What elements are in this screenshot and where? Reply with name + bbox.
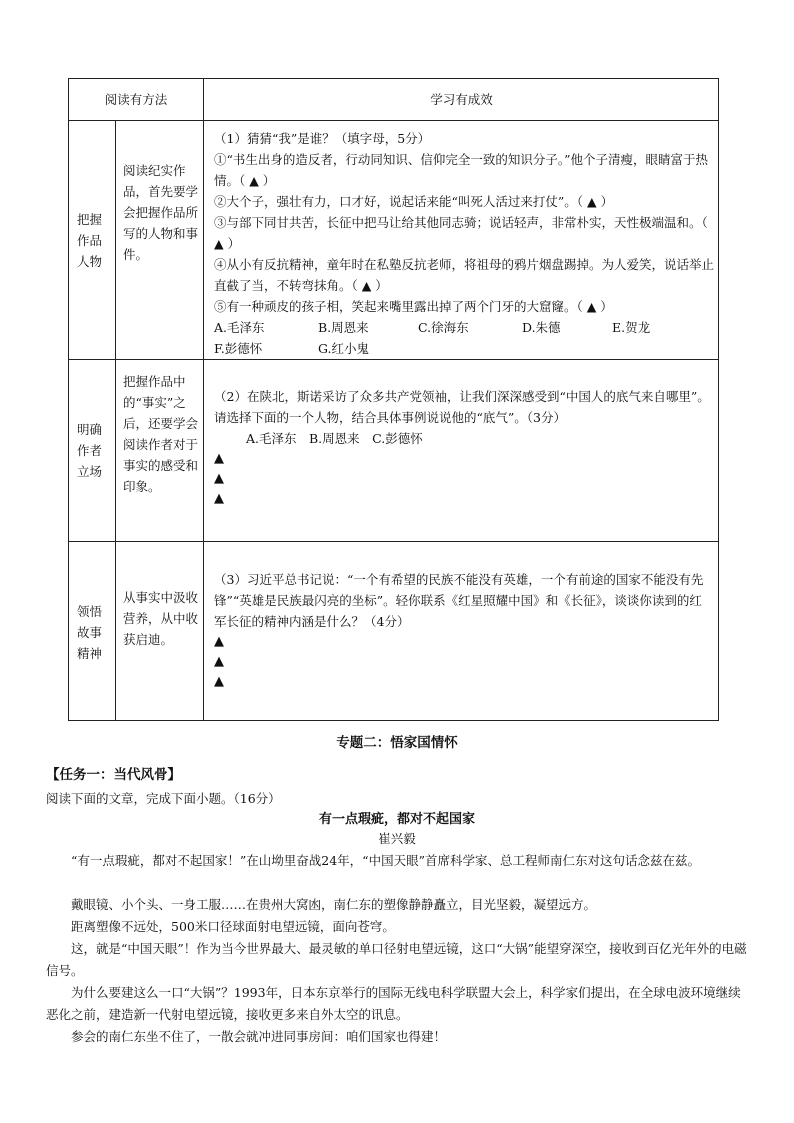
category-line: 作者 bbox=[77, 443, 103, 458]
article-title: 有一点瑕疵，都对不起国家 bbox=[318, 812, 475, 827]
instruction-text: 阅读下面的文章，完成下面小题。（16分） bbox=[46, 791, 281, 806]
article-paragraph: 距离塑像不远处，500米口径球面射电望远镜，面向苍穹。 bbox=[71, 919, 395, 934]
option: C.徐海东 bbox=[418, 320, 469, 335]
category-line: 立场 bbox=[77, 464, 103, 479]
category-line: 把握 bbox=[77, 212, 103, 227]
option: D.朱德 bbox=[522, 320, 561, 335]
category-line: 人物 bbox=[77, 254, 103, 269]
header-method: 阅读有方法 bbox=[104, 92, 168, 107]
article-paragraph: 为什么要建这么一口“大锅”？1993年，日本东京举行的国际无线电科学联盟大会上，科学家们提出，在全球电波环境继续恶化之前，建造新一代射电望远镜，接收更多来自外太空的讯息。 bbox=[46, 985, 741, 1022]
task-title: 【任务一：当代风骨】 bbox=[46, 767, 181, 783]
category-line: 作品 bbox=[77, 233, 103, 248]
question-item: ②大个子，强壮有力，口才好，说起话来能“叫死人活过来打仗”。（ ▲ ） bbox=[214, 194, 614, 209]
table-divider bbox=[69, 359, 718, 360]
row-method: 从事实中汲收营养，从中收获启迪。 bbox=[123, 590, 199, 647]
row-category bbox=[77, 601, 111, 664]
option: A.毛泽东 bbox=[214, 320, 265, 335]
section-title: 专题二：悟家国情怀 bbox=[336, 735, 458, 751]
table-divider bbox=[69, 120, 718, 121]
question-text: （3）习近平总书记说：“一个有希望的民族不能没有英雄，一个有前途的国家不能没有先锋”“英雄是民族最闪亮的坐标”。轻你联系《红星照耀中国》和《长征》，谈谈你读到的红军长征的精神内涵是什么？（4分） bbox=[214, 572, 704, 629]
row-category bbox=[77, 209, 111, 272]
question-text: （1）猜猜“我”是谁？（填字母，5分） bbox=[214, 131, 431, 146]
row-method: 阅读纪实作品，首先要学会把握作品所写的人物和事件。 bbox=[123, 163, 199, 262]
question-item: ④从小有反抗精神，童年时在私塾反抗老师，将祖母的鸦片烟盘踢掉。为人爱笑，说话举止直截了当，不转弯抹角。（ ▲ ） bbox=[214, 257, 715, 293]
reading-table bbox=[68, 78, 719, 721]
article-author: 崔兴毅 bbox=[378, 831, 416, 846]
question-text: （2）在陕北，斯诺采访了众多共产党领袖，让我们深深感受到“中国人的底气来自哪里”。请选择下面的一个人物，结合具体事例说说他的“底气”。（3分） bbox=[214, 389, 710, 425]
answer-options bbox=[214, 338, 714, 359]
option: F.彭德怀 bbox=[214, 341, 263, 356]
category-line: 故事 bbox=[77, 625, 103, 640]
answer-mark: ▲ bbox=[214, 634, 224, 649]
question-item: ①“书生出身的造反者，行动同知识、信仰完全一致的知识分子。”他个子清瘦，眼睛富于热情。（ ▲ ） bbox=[214, 152, 709, 188]
category-line: 精神 bbox=[77, 646, 103, 661]
answer-mark: ▲ bbox=[214, 654, 224, 669]
row-method: 把握作品中的“事实”之后，还要学会阅读作者对于事实的感受和印象。 bbox=[123, 374, 199, 494]
option: G.红小鬼 bbox=[318, 341, 370, 356]
answer-mark: ▲ bbox=[214, 674, 224, 689]
article-paragraph: 戴眼镜、小个头、一身工服……在贵州大窝凼，南仁东的塑像静静矗立，目光坚毅，凝望远方。 bbox=[71, 897, 597, 912]
answer-mark: ▲ bbox=[214, 491, 224, 506]
question-item: ③与部下同甘共苦，长征中把马让给其他同志骑；说话轻声，非常朴实，天性极端温和。（ ▲ ） bbox=[214, 215, 708, 251]
table-divider bbox=[203, 79, 204, 720]
answer-options bbox=[214, 317, 714, 338]
table-divider bbox=[115, 120, 116, 720]
question-item: ⑤有一种顽皮的孩子相，笑起来嘴里露出掉了两个门牙的大窟窿。（ ▲ ） bbox=[214, 299, 613, 314]
row-question-block bbox=[214, 386, 714, 509]
category-line: 明确 bbox=[77, 422, 103, 437]
article-paragraph: “有一点瑕疵，都对不起国家！”在山坳里奋战24年，“中国天眼”首席科学家、总工程师南仁东对这句话念兹在兹。 bbox=[71, 853, 700, 868]
article-paragraph: 参会的南仁东坐不住了，一散会就冲进同事房间：咱们国家也得建！ bbox=[71, 1029, 447, 1044]
article-paragraph: 这，就是“中国天眼”！作为当今世界最大、最灵敏的单口径射电望远镜，这口“大锅”能望穿深空，接收到百亿光年外的电磁信号。 bbox=[46, 941, 747, 978]
header-result: 学习有成效 bbox=[430, 92, 493, 107]
option: B.周恩来 bbox=[318, 320, 369, 335]
table-divider bbox=[69, 541, 718, 542]
row-question-block bbox=[214, 128, 714, 359]
row-category bbox=[77, 419, 111, 482]
option: E.贺龙 bbox=[612, 320, 651, 335]
answer-mark: ▲ bbox=[214, 471, 224, 486]
row-question-block bbox=[214, 569, 714, 692]
answer-mark: ▲ bbox=[214, 451, 224, 466]
answer-options: A.毛泽东 B.周恩来 C.彭德怀 bbox=[246, 431, 423, 446]
category-line: 领悟 bbox=[77, 604, 103, 619]
